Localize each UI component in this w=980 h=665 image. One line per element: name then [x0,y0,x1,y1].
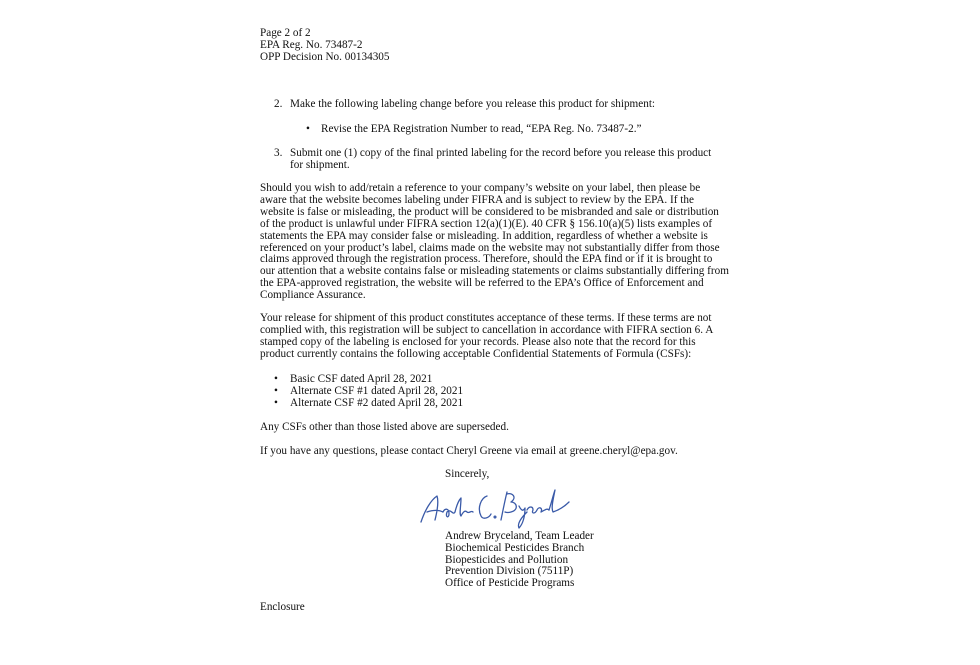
bullet-icon: • [274,385,278,397]
bullet-icon: • [274,397,278,409]
paragraph-line: Your release for shipment of this product constitutes acceptance of these terms. If these terms are not [260,312,712,324]
paragraph-line: complied with, this registration will be subject to cancellation in accordance with FIFRA section 6. A [260,324,714,336]
superseded-note: Any CSFs other than those listed above are superseded. [260,421,509,433]
item-text-continued: for shipment. [290,159,350,171]
paragraph-line: referenced on your product’s label, claims made on the website may not substantially differ from those [260,242,720,254]
signatory-line: Biopesticides and Pollution [445,554,569,566]
signatory-name-title: Andrew Bryceland, Team Leader [445,530,594,542]
item-number: 3. [274,147,283,159]
opp-decision-number: OPP Decision No. 00134305 [260,51,390,63]
paragraph-line: website is false or misleading, the product will be considered to be misbranded and sale or distribution [260,206,719,218]
item-text: Submit one (1) copy of the final printed labeling for the record before you release this product [290,147,712,159]
item-number: 2. [274,98,283,110]
signature-image [415,482,570,530]
contact-line: If you have any questions, please contact Cheryl Greene via email at greene.cheryl@epa.gov. [260,445,678,457]
closing: Sincerely, [445,468,490,480]
paragraph-line: product currently contains the following acceptable Confidential Statements of Formula (CSFs): [260,348,692,360]
csf-list-item: Alternate CSF #2 dated April 28, 2021 [290,397,464,409]
bullet-icon: • [306,123,310,135]
signatory-line: Biochemical Pesticides Branch [445,542,585,554]
enclosure-note: Enclosure [260,601,305,613]
list-item-2 [274,99,655,111]
paragraph-line: claims approved through the registration process. Therefore, should the EPA find or if it is brought to [260,253,713,265]
paragraph-line: our attention that a website contains false or misleading statements or claims substantially differing from [260,265,729,277]
paragraph-line: aware that the website becomes labeling under FIFRA and is subject to review by the EPA. If the [260,194,694,206]
item-text: Make the following labeling change before you release this product for shipment: [290,98,656,110]
paragraph-line: of the product is unlawful under FIFRA section 12(a)(1)(E). 40 CFR § 156.10(a)(5) lists examples of [260,218,713,230]
signatory-line: Prevention Division (7511P) [445,565,574,577]
csf-list-item: Alternate CSF #1 dated April 28, 2021 [290,385,464,397]
epa-reg-number: EPA Reg. No. 73487-2 [260,39,363,51]
bullet-icon: • [274,373,278,385]
paragraph-line: Compliance Assurance. [260,289,366,301]
page-number: Page 2 of 2 [260,27,311,39]
paragraph-line: stamped copy of the labeling is enclosed for your records. Please also note that the record for this [260,336,696,348]
paragraph-line: Should you wish to add/retain a reference to your company’s website on your label, then please be [260,182,701,194]
csf-list-item: Basic CSF dated April 28, 2021 [290,373,433,385]
paragraph-line: statements the EPA may consider false or misleading. In addition, regardless of whether a website is [260,230,708,242]
paragraph-line: the EPA-approved registration, the website will be referred to the EPA’s Office of Enforcement and [260,277,704,289]
sub-bullet-text: Revise the EPA Registration Number to read, “EPA Reg. No. 73487-2.” [321,123,642,135]
signatory-line: Office of Pesticide Programs [445,577,575,589]
